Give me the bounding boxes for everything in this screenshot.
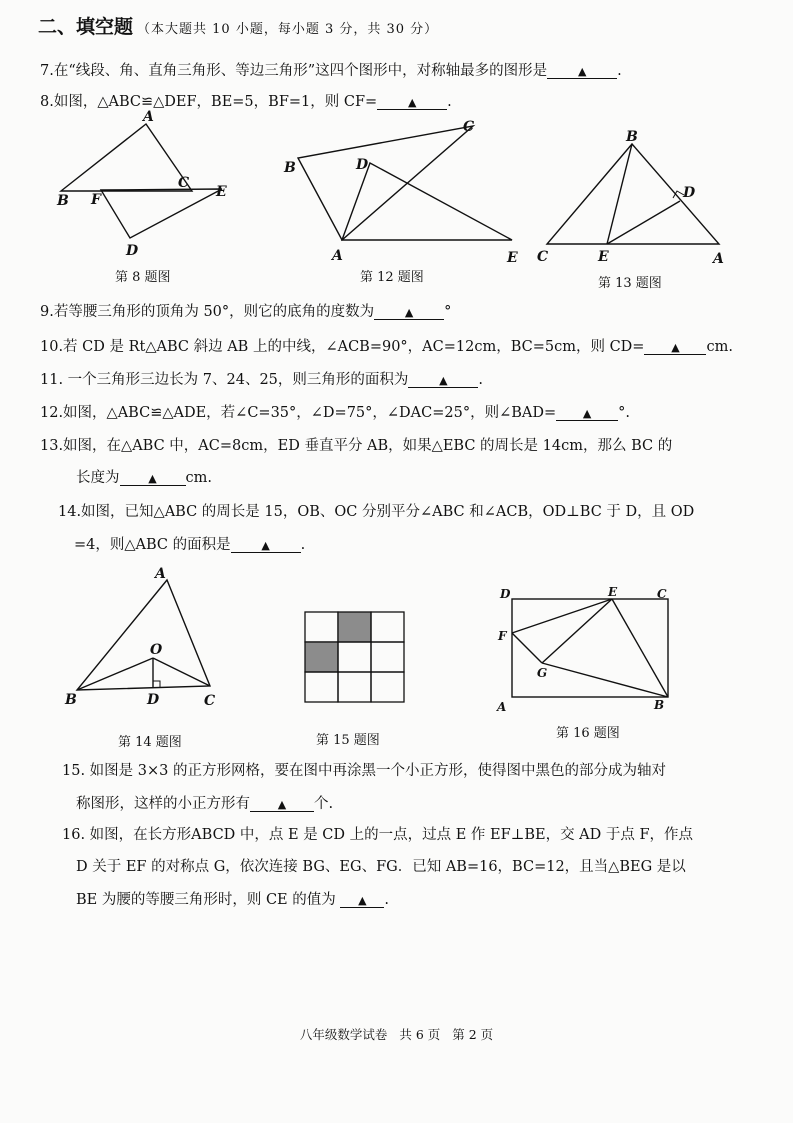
question-12 — [40, 404, 630, 422]
fig14-triangle-abc — [77, 580, 210, 690]
figure-16 — [492, 585, 682, 715]
answer-blank-15 — [250, 795, 314, 812]
answer-blank-11 — [408, 371, 478, 388]
question-8: 8.如图，△ABC≌△DEF，BE=5，BF=1，则 CF= ▲ . — [40, 94, 452, 110]
question-15-line-2 — [76, 795, 333, 813]
question-13-text: 长度为 — [76, 470, 120, 486]
answer-mark: ▲ — [671, 341, 680, 354]
fig12-label-d: D — [356, 157, 369, 173]
fig16-label-c: C — [657, 587, 667, 601]
fig8-label-f: F — [91, 192, 101, 208]
grid-cell — [371, 642, 404, 672]
grid-cell — [338, 642, 371, 672]
fig16-segment-gb — [542, 663, 668, 697]
fig8-triangle-abc — [61, 124, 192, 191]
fig12-label-c: C — [463, 119, 475, 135]
question-7-text: 7.在“线段、角、直角三角形、等边三角形”这四个图形中，对称轴最多的图形是 — [40, 63, 548, 79]
caption-fig14: 第 14 题图 — [118, 735, 182, 750]
question-10 — [40, 338, 733, 356]
answer-blank-12 — [556, 404, 618, 421]
answer-blank-13 — [120, 469, 186, 486]
fig12-label-e: E — [507, 250, 518, 266]
question-14-line-2: =4，则△ABC 的面积是 ▲ . — [74, 537, 306, 553]
fig8-label-c: C — [178, 175, 190, 191]
grid-cell — [338, 672, 371, 702]
fig13-label-b: B — [626, 129, 638, 145]
fig14-label-d: D — [147, 692, 160, 708]
fig12-label-b: B — [284, 160, 296, 176]
section-heading — [38, 12, 438, 39]
answer-blank-10 — [644, 338, 706, 355]
fig13-label-d: D — [683, 185, 696, 201]
answer-mark: ▲ — [277, 798, 287, 811]
fig16-segment-ge — [542, 599, 612, 663]
question-16-text: BE 为腰的等腰三角形时，则 CE 的值为 — [76, 892, 336, 908]
section-title: 二、填空题 — [38, 16, 134, 38]
page-footer — [0, 1025, 793, 1043]
question-15-tail: 个. — [314, 796, 334, 812]
answer-blank-7 — [547, 62, 617, 79]
grid-cell — [305, 672, 338, 702]
question-16-line-2: D 关于 EF 的对称点 G，依次连接 BG、EG、FG．已知 AB=16，BC=12，且当△BEG 是以 — [76, 859, 686, 875]
figure-8 — [55, 110, 245, 260]
fig16-segment-fe — [512, 599, 612, 633]
fig8-triangle-def — [101, 189, 222, 238]
question-13-line-1: 13.如图，在△ABC 中，AC=8cm，ED 垂直平分 AB，如果△EBC 的周长是 14cm，那么 BC 的 — [40, 438, 673, 454]
footer-subject: 八年级数学试卷 — [299, 1027, 388, 1042]
caption-fig15: 第 15 题图 — [316, 733, 380, 748]
fig8-label-e: E — [216, 184, 227, 200]
question-9 — [40, 303, 451, 321]
fig16-label-a: A — [497, 700, 507, 714]
grid-cell-shaded — [305, 642, 338, 672]
fig13-label-c: C — [537, 249, 549, 265]
fig16-label-f: F — [498, 629, 507, 643]
figure-13 — [535, 128, 735, 268]
fig16-label-d: D — [500, 587, 511, 601]
question-12-text: 12.如图，△ABC≌△ADE，若∠C=35°，∠D=75°，∠DAC=25°，则∠BAD= — [40, 405, 557, 421]
fig14-label-a: A — [155, 566, 166, 582]
footer-page: 第 2 页 — [452, 1027, 494, 1042]
answer-mark: ▲ — [582, 407, 592, 420]
answer-blank-16 — [340, 891, 384, 908]
question-14-text: =4，则△ABC 的面积是 — [74, 537, 231, 553]
question-14-line-1: 14.如图，已知△ABC 的周长是 15，OB、OC 分别平分∠ABC 和∠ACB，OD⊥BC 于 D，且 OD — [58, 504, 695, 520]
fig12-label-a: A — [332, 248, 343, 264]
answer-mark: ▲ — [148, 472, 157, 485]
figure-14 — [62, 566, 232, 711]
caption-fig12: 第 12 题图 — [360, 270, 424, 285]
answer-mark: ▲ — [404, 306, 414, 319]
grid-cell-shaded — [338, 612, 371, 642]
fig16-label-e: E — [608, 585, 618, 599]
caption-fig8: 第 8 题图 — [115, 270, 171, 285]
footer-total: 共 6 页 — [399, 1027, 441, 1042]
answer-mark: ▲ — [439, 374, 448, 387]
answer-blank-8 — [377, 93, 447, 110]
caption-fig13: 第 13 题图 — [598, 276, 662, 291]
question-10-text: 10.若 CD 是 Rt△ABC 斜边 AB 上的中线，∠ACB=90°，AC=12cm，BC=5cm，则 CD= — [40, 339, 645, 355]
question-10-tail: cm. — [706, 339, 733, 355]
grid-cell — [305, 612, 338, 642]
question-12-tail: °. — [618, 405, 631, 421]
answer-mark: ▲ — [407, 96, 417, 109]
answer-mark: ▲ — [358, 894, 367, 907]
question-9-tail: ° — [444, 304, 452, 320]
answer-mark: ▲ — [261, 539, 270, 552]
fig12-triangle-abc — [298, 126, 473, 240]
figure-15-grid — [304, 611, 406, 703]
figure-12 — [280, 115, 530, 265]
fig16-label-b: B — [654, 698, 665, 712]
fig14-label-c: C — [204, 693, 216, 709]
question-16-line-3: BE 为腰的等腰三角形时，则 CE 的值为 ▲ . — [76, 892, 389, 908]
caption-fig16: 第 16 题图 — [556, 726, 620, 741]
question-11-text: 11. 一个三角形三边长为 7、24、25，则三角形的面积为 — [40, 372, 409, 388]
question-15-line-1: 15. 如图是 3×3 的正方形网格，要在图中再涂黑一个小正方形，使得图中黑色的部分成为轴对 — [62, 763, 666, 779]
fig14-segment-ob — [77, 658, 153, 690]
fig16-label-g: G — [537, 666, 548, 680]
fig8-label-a: A — [143, 109, 154, 125]
fig13-label-e: E — [598, 249, 609, 265]
fig8-label-b: B — [57, 193, 69, 209]
question-13-tail: cm. — [185, 470, 212, 486]
answer-blank-14 — [231, 536, 301, 553]
question-11: 11. 一个三角形三边长为 7、24、25，则三角形的面积为 ▲ . — [40, 372, 484, 388]
answer-mark: ▲ — [577, 65, 587, 78]
fig14-label-o: O — [150, 642, 163, 658]
fig14-segment-oc — [153, 658, 210, 686]
section-note: （本大题共 10 小题，每小题 3 分，共 30 分） — [137, 22, 439, 37]
fig13-label-a: A — [713, 251, 724, 267]
fig14-label-b: B — [65, 692, 77, 708]
fig16-segment-eb — [612, 599, 668, 697]
question-8-text: 8.如图，△ABC≌△DEF，BE=5，BF=1，则 CF= — [40, 94, 378, 110]
question-15-text: 称图形，这样的小正方形有 — [76, 796, 250, 812]
question-13-line-2 — [76, 469, 212, 487]
fig8-label-d: D — [126, 243, 139, 259]
fig12-triangle-ade — [342, 163, 512, 240]
answer-blank-9 — [374, 303, 444, 320]
grid-cell — [371, 672, 404, 702]
fig13-segment-ed — [607, 201, 680, 244]
question-7: 7.在“线段、角、直角三角形、等边三角形”这四个图形中，对称轴最多的图形是 ▲ . — [40, 63, 622, 79]
question-9-text: 9.若等腰三角形的顶角为 50°，则它的底角的度数为 — [40, 304, 375, 320]
grid-cell — [371, 612, 404, 642]
question-16-line-1: 16. 如图，在长方形ABCD 中，点 E 是 CD 上的一点，过点 E 作 EF⊥BE，交 AD 于点 F，作点 — [62, 827, 694, 843]
fig16-segment-fg — [512, 633, 542, 663]
fig16-rectangle-abcd — [512, 599, 668, 697]
